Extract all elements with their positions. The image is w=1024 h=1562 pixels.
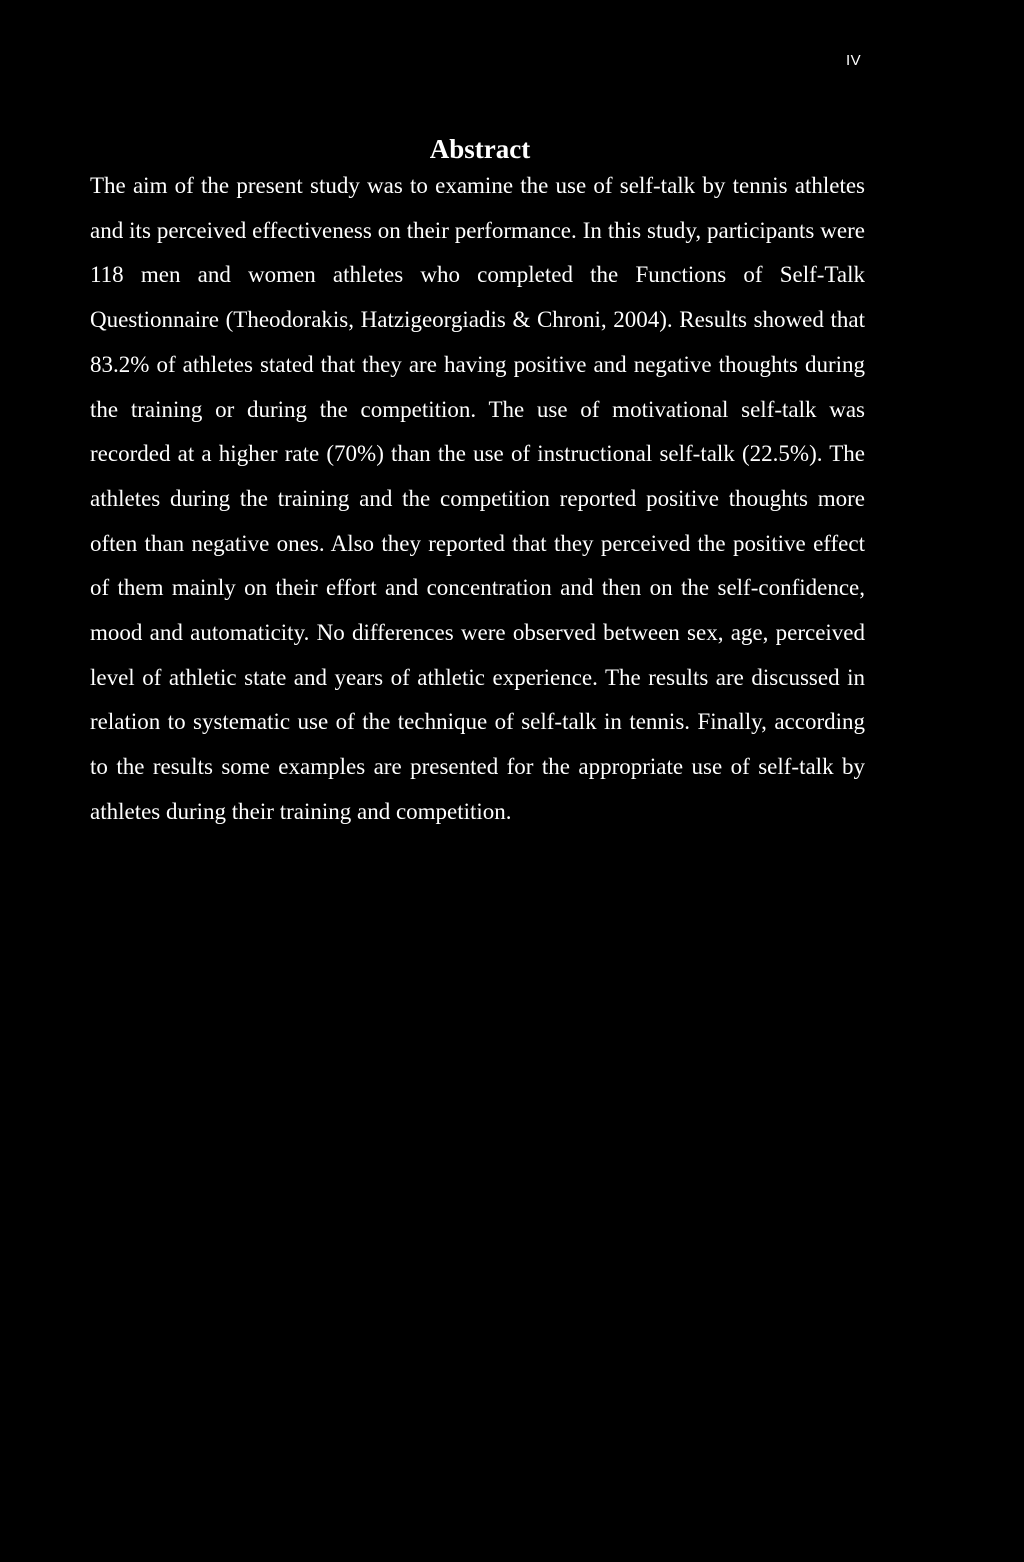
abstract-body: The aim of the present study was to examine the use of self-talk by tennis athletes and its perceived effectiveness on their performance. In this study, participants were 118 men and women athletes who completed the Functions of Self-Talk Questionnaire (Theodorakis, Hatzigeorgiadis & Chroni, 2004). Results showed that 83.2% of athletes stated that they are having positive and negative thoughts during the training or during the competition. The use of motivational self-talk was recorded at a higher rate (70%) than the use of instructional self-talk (22.5%). The athletes during the training and the competition reported positive thoughts more often than negative ones. Also they reported that they perceived the positive effect of them mainly on their effort and concentration and then on the self-confidence, mood and automaticity. No differences were observed between sex, age, perceived level of athletic state and years of athletic experience. The results are discussed in relation to systematic use of the technique of self-talk in tennis. Finally, according to the results some examples are presented for the appropriate use of self-talk by athletes during their training and competition. (90, 173, 865, 824)
abstract-title: Abstract (429, 134, 531, 165)
page-number: IV (846, 52, 862, 69)
